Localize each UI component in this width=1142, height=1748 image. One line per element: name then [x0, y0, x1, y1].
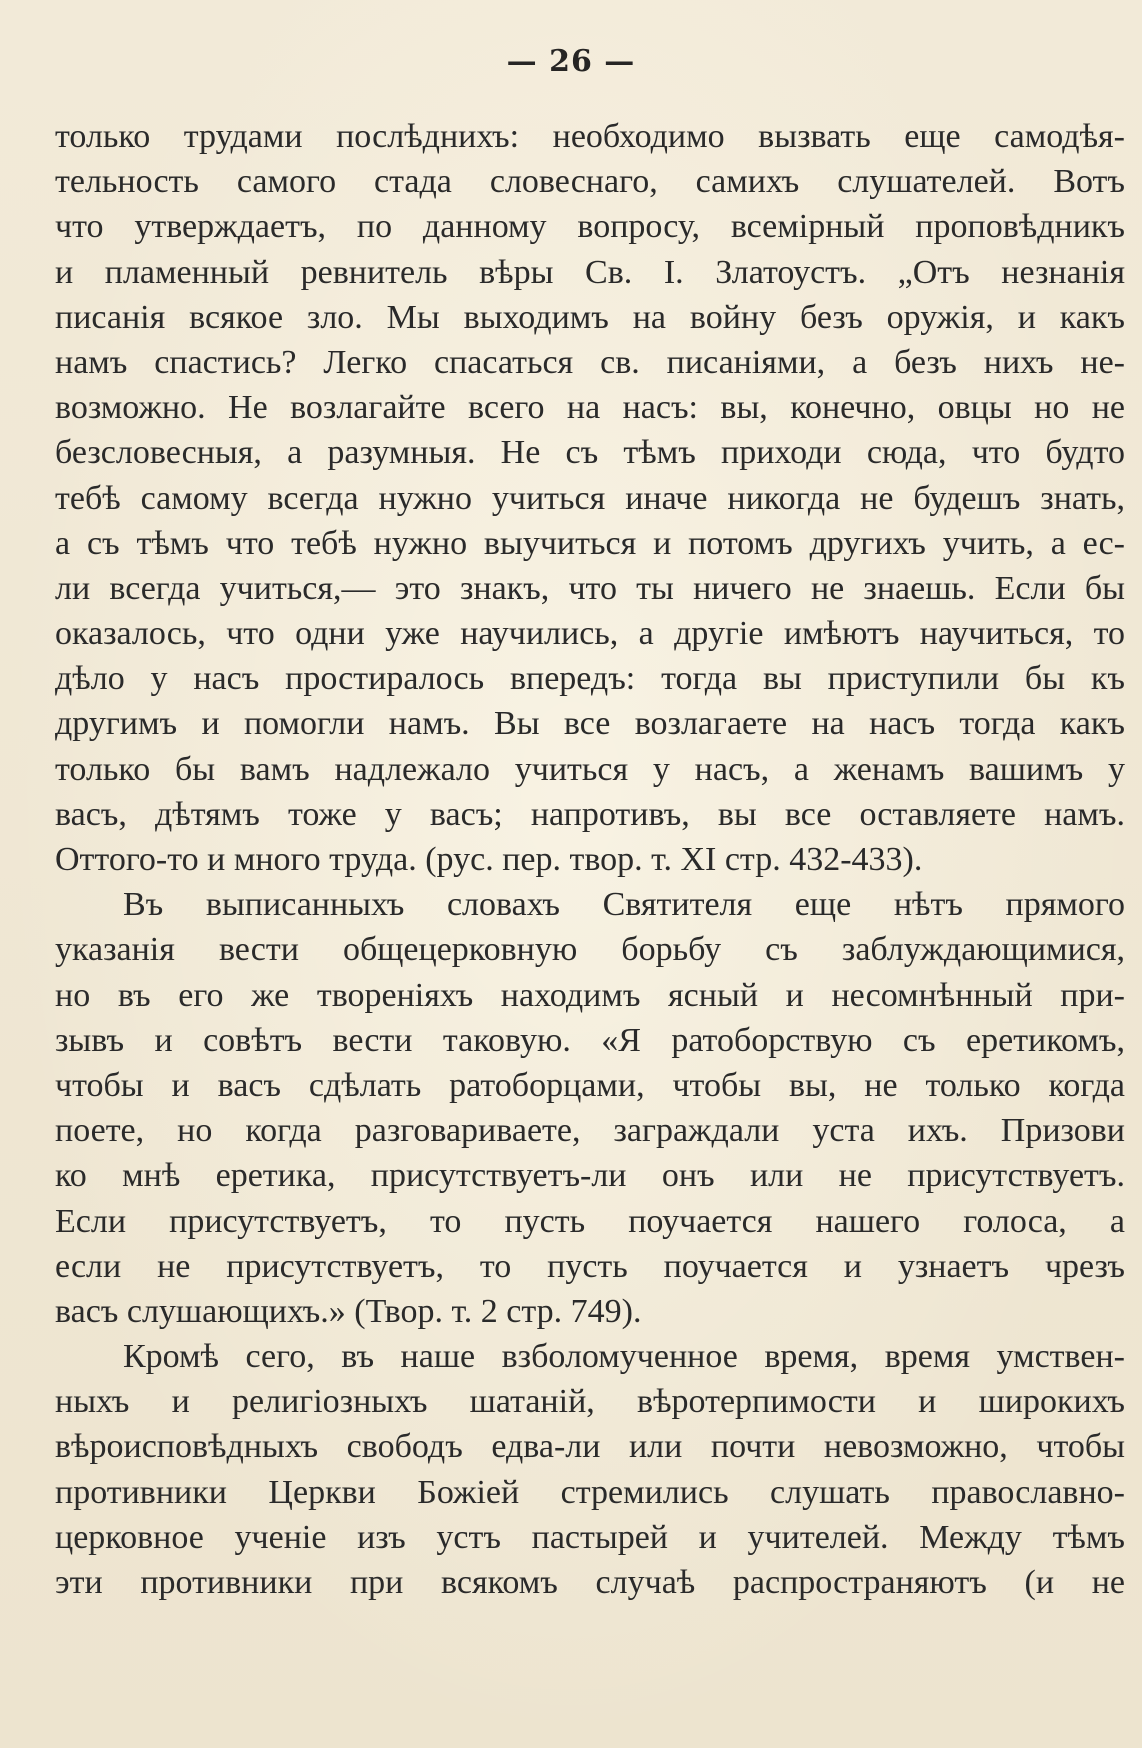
text-line: только бы вамъ надлежало учиться у насъ, а женамъ вашимъ у: [55, 750, 1125, 788]
text-line: тельность самого стада словеснаго, самихъ слушателей. Вотъ: [55, 163, 1125, 201]
text-line: и пламенный ревнитель вѣры Св. I. Златоустъ. „Отъ незнанiя: [55, 253, 1125, 291]
text-line: безсловесныя, а разумныя. Не съ тѣмъ приходи сюда, что будто: [55, 434, 1125, 472]
page-number: — 26 —: [506, 44, 636, 79]
text-line: тебѣ самому всегда нужно учиться иначе никогда не будешъ знать,: [55, 479, 1125, 517]
text-line: церковное ученiе изъ устъ пастырей и учителей. Между тѣмъ: [55, 1518, 1125, 1556]
text-line: эти противники при всякомъ случаѣ распространяютъ (и не: [55, 1564, 1125, 1601]
text-line: указанiя вести общецерковную борьбу съ заблуждающимися,: [55, 931, 1125, 969]
text-line: противники Церкви Божiей стремились слушать православно-: [55, 1473, 1125, 1511]
text-line: оказалось, что одни уже научились, а другiе имѣютъ научиться, то: [55, 615, 1125, 653]
text-line: что утверждаетъ, по данному вопросу, всемiрный проповѣдникъ: [55, 208, 1125, 246]
text-line: ныхъ и религiозныхъ шатанiй, вѣротерпимости и широкихъ: [55, 1383, 1125, 1421]
text-line: намъ спастись? Легко спасаться св. писанiями, а безъ нихъ не-: [55, 343, 1125, 381]
text-line: другимъ и помогли намъ. Вы все возлагаете на насъ тогда какъ: [55, 705, 1125, 743]
text-line: ли всегда учиться,— это знакъ, что ты ничего не знаешь. Если бы: [55, 569, 1125, 607]
text-line: но въ его же творенiяхъ находимъ ясный и несомнѣнный при-: [55, 976, 1125, 1014]
text-line: васъ, дѣтямъ тоже у васъ; напротивъ, вы все оставляете намъ.: [55, 795, 1125, 833]
text-line: вѣроисповѣдныхъ свободъ едва-ли или почти невозможно, чтобы: [55, 1428, 1125, 1466]
text-line: чтобы и васъ сдѣлать ратоборцами, чтобы вы, не только когда: [55, 1066, 1125, 1104]
text-line: возможно. Не возлагайте всего на насъ: вы, конечно, овцы но не: [55, 389, 1125, 427]
text-line: Оттого-то и много труда. (рус. пер. твор. т. XI стр. 432-433).: [55, 841, 923, 878]
text-line: только трудами послѣднихъ: необходимо вызвать еще самодѣя-: [55, 118, 1125, 155]
text-line: а съ тѣмъ что тебѣ нужно выучиться и потомъ другихъ учить, а ес-: [55, 524, 1125, 562]
text-line: если не присутствуетъ, то пусть поучается и узнаетъ чрезъ: [55, 1247, 1125, 1285]
text-line: Въ выписанныхъ словахъ Святителя еще нѣтъ прямого: [123, 886, 1125, 924]
text-line: Если присутствуетъ, то пусть поучается нашего голоса, а: [55, 1202, 1125, 1240]
text-line: дѣло у насъ простиралось впередъ: тогда вы приступили бы къ: [55, 660, 1125, 698]
text-line: ко мнѣ еретика, присутствуетъ-ли онъ или не присутствуетъ.: [55, 1157, 1125, 1195]
text-line: писанiя всякое зло. Мы выходимъ на войну безъ оружiя, и какъ: [55, 298, 1125, 336]
body-text: [55, 114, 1125, 1605]
text-line: поете, но когда разговариваете, заграждали уста ихъ. Призови: [55, 1112, 1125, 1150]
text-line: Кромѣ сего, въ наше взболомученное время, время умствен-: [123, 1338, 1125, 1376]
text-line: васъ слушающихъ.» (Твор. т. 2 стр. 749).: [55, 1292, 642, 1330]
text-line: зывъ и совѣтъ вести таковую. «Я ратоборствую съ еретикомъ,: [55, 1021, 1125, 1059]
